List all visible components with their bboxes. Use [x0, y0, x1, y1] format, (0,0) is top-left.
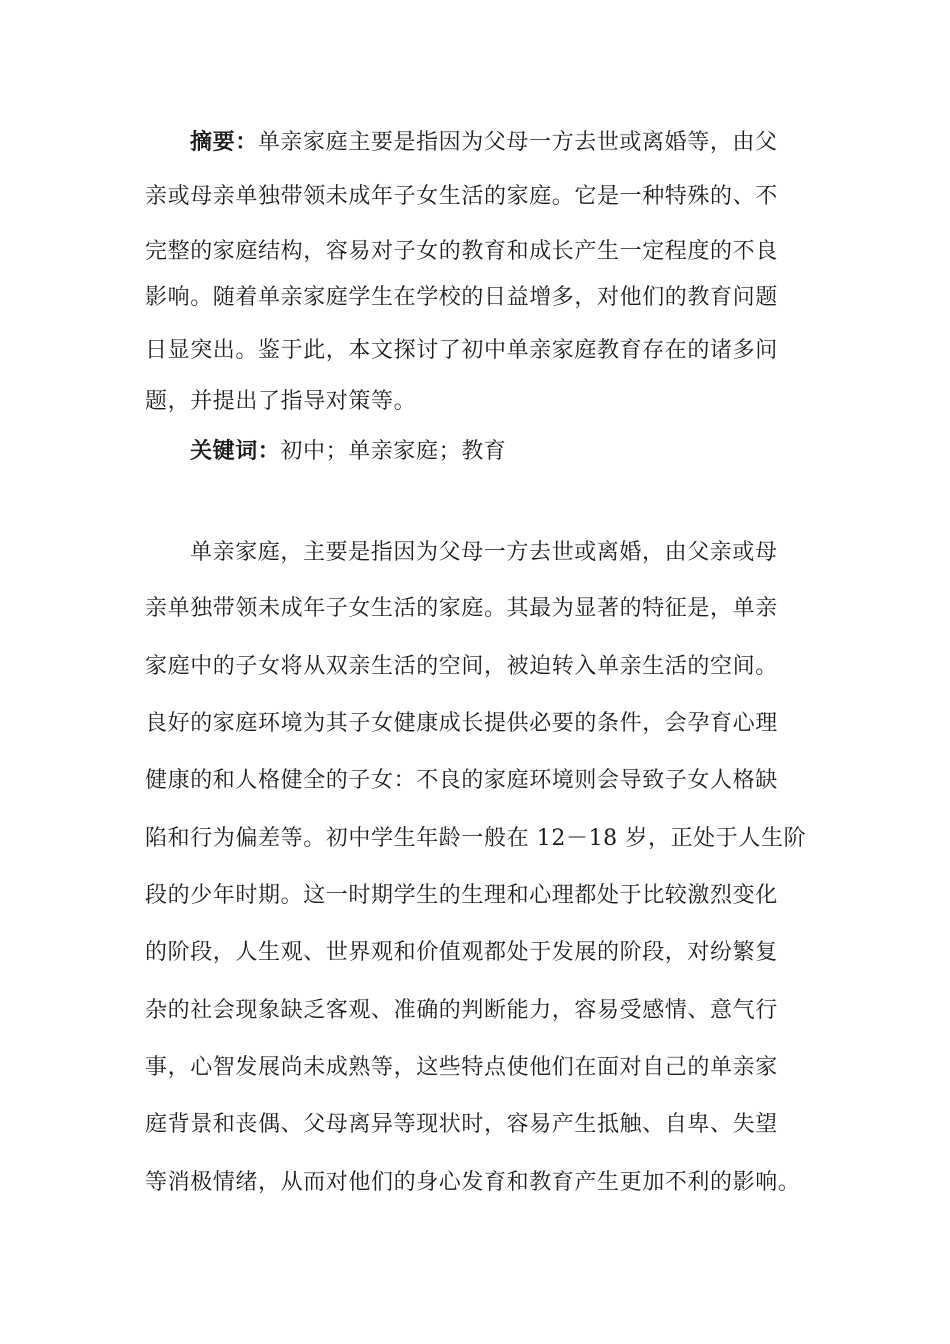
body-line-8: 的阶段，人生观、世界观和价值观都处于发展的阶段，对纷繁复: [145, 940, 778, 965]
body-line-6: 陷和行为偏差等。初中学生年龄一般在 12－18 岁，正处于人生阶: [145, 826, 807, 851]
abstract-line-6: 题，并提出了指导对策等。: [145, 389, 417, 414]
body-line-9: 杂的社会现象缺乏客观、准确的判断能力，容易受感情、意气行: [145, 998, 778, 1023]
body-line-12: 等消极情绪，从而对他们的身心发育和教育产生更加不利的影响。: [145, 1170, 801, 1195]
abstract-label: 摘要：: [190, 129, 258, 155]
body-line-3: 家庭中的子女将从双亲生活的空间，被迫转入单亲生活的空间。: [145, 654, 778, 679]
body-line-10: 事，心智发展尚未成熟等，这些特点使他们在面对自己的单亲家: [145, 1055, 778, 1080]
abstract-line-1: [190, 127, 778, 157]
body-line-5: 健康的和人格健全的子女：不良的家庭环境则会导致子女人格缺: [145, 768, 778, 793]
body-line-4: 良好的家庭环境为其子女健康成长提供必要的条件，会孕育心理: [145, 711, 778, 736]
body-line-2: 亲单独带领未成年子女生活的家庭。其最为显著的特征是，单亲: [145, 596, 778, 621]
keywords-line: [190, 436, 506, 466]
keywords-label: 关键词：: [190, 438, 281, 464]
abstract-text: 单亲家庭主要是指因为父母一方去世或离婚等，由父: [257, 130, 778, 155]
body-line-11: 庭背景和丧偶、父母离异等现状时，容易产生抵触、自卑、失望: [145, 1112, 778, 1137]
abstract-line-3: 完整的家庭结构，容易对子女的教育和成长产生一定程度的不良: [145, 239, 778, 264]
keywords-value: 初中；单亲家庭；教育: [280, 439, 507, 464]
body-line-1: 单亲家庭，主要是指因为父母一方去世或离婚，由父亲或母: [190, 540, 778, 565]
body-line-7: 段的少年时期。这一时期学生的生理和心理都处于比较激烈变化: [145, 883, 778, 908]
abstract-line-2: 亲或母亲单独带领未成年子女生活的家庭。它是一种特殊的、不: [145, 184, 778, 209]
abstract-line-5: 日显突出。鉴于此，本文探讨了初中单亲家庭教育存在的诸多问: [145, 338, 778, 363]
abstract-line-4: 影响。随着单亲家庭学生在学校的日益增多，对他们的教育问题: [145, 285, 778, 310]
